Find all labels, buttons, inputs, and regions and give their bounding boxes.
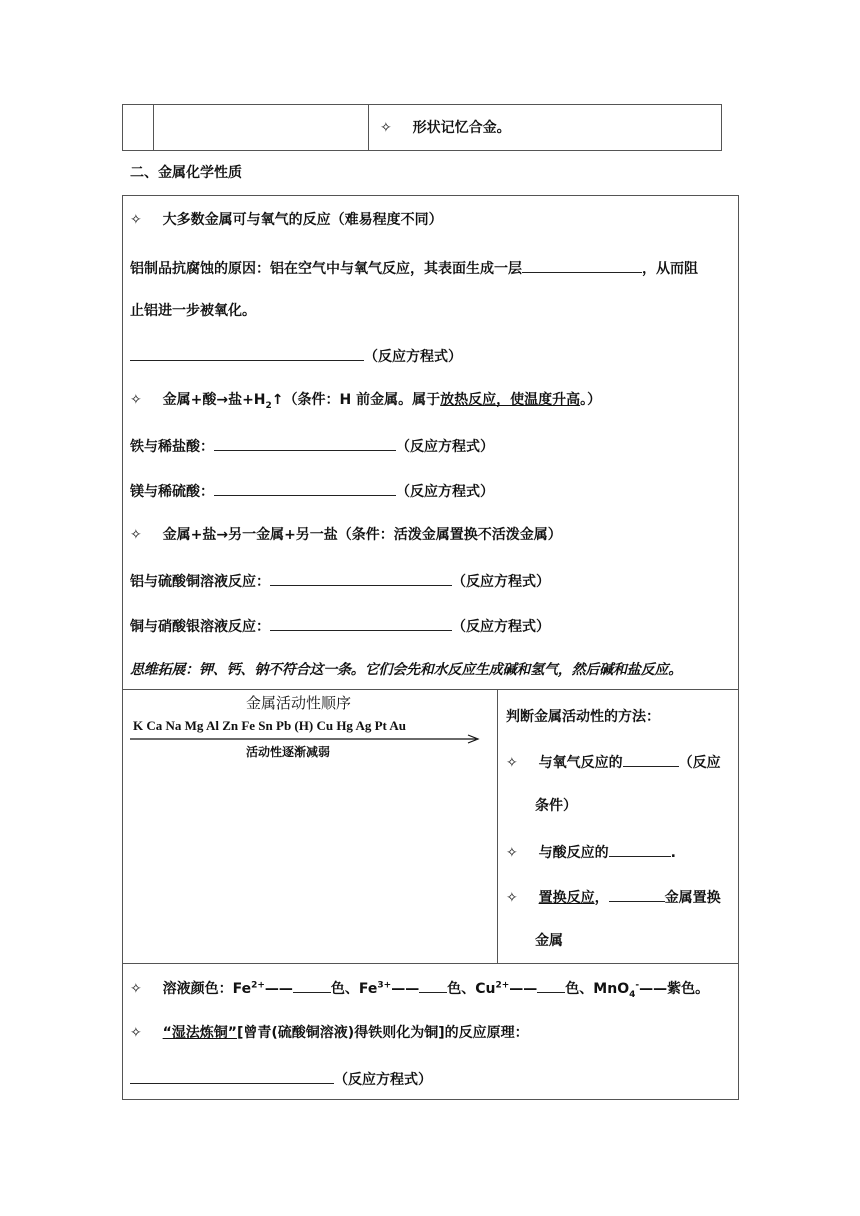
activity-caption: 活动性逐渐减弱 <box>246 745 331 759</box>
fe-hcl-line: 铁与稀盐酸： （反应方程式） <box>130 435 494 457</box>
answer-blank[interactable] <box>130 345 364 361</box>
answer-blank[interactable] <box>270 615 452 631</box>
answer-blank[interactable] <box>293 977 331 993</box>
diamond-icon: ✧ <box>380 120 392 136</box>
think-extension: 思维拓展：钾、钙、钠不符合这一条。它们会先和水反应生成碱和氢气，然后碱和盐反应。 <box>130 662 682 678</box>
al-cuso4-line: 铝与硫酸铜溶液反应： （反应方程式） <box>130 570 550 592</box>
answer-blank[interactable] <box>609 841 671 857</box>
column-divider <box>497 689 498 964</box>
method-replace: ✧ 置换反应， 金属置换 <box>506 886 721 908</box>
solution-colors: ✧ 溶液颜色：$Fe^{2+}——$ 色、$Fe^{3+}——$ 色、$Cu^{2+}——$ 色、MnO$_4$-——紫色。 <box>130 977 709 999</box>
answer-blank[interactable] <box>623 751 679 767</box>
table-divider <box>153 104 154 151</box>
answer-blank[interactable] <box>130 1068 334 1084</box>
diamond-icon: ✧ <box>130 527 142 543</box>
main-box <box>122 195 739 1100</box>
bullet-acid: ✧ 金属+酸→盐$+H_2↑$（条件：H 前金属。属于放热反应，使温度升高。） <box>130 392 602 411</box>
diamond-icon: ✧ <box>506 845 518 861</box>
section-title: 二、金属化学性质 <box>130 165 242 181</box>
method-oxygen-cont: 条件） <box>535 798 577 814</box>
mg-h2so4-line: 镁与稀硫酸： （反应方程式） <box>130 480 494 502</box>
answer-blank[interactable] <box>270 570 452 586</box>
diamond-icon: ✧ <box>506 890 518 906</box>
al-reason: 铝制品抗腐蚀的原因：铝在空气中与氧气反应，其表面生成一层 ，从而阻 <box>130 257 698 279</box>
method-replace-cont: 金属 <box>535 933 563 949</box>
table-divider <box>368 104 369 151</box>
diamond-icon: ✧ <box>506 755 518 771</box>
answer-blank[interactable] <box>522 257 642 273</box>
equation-line: （反应方程式） <box>130 1068 432 1090</box>
diamond-icon: ✧ <box>130 212 142 228</box>
cu-agno3-line: 铜与硝酸银溶液反应： （反应方程式） <box>130 615 550 637</box>
diamond-icon: ✧ <box>130 981 142 997</box>
answer-blank[interactable] <box>419 977 447 993</box>
table-cell: ✧ 形状记忆合金。 <box>380 120 511 136</box>
answer-blank[interactable] <box>214 480 396 496</box>
row-divider <box>122 963 739 964</box>
answer-blank[interactable] <box>609 886 665 902</box>
methods-title: 判断金属活动性的方法： <box>506 709 660 725</box>
diamond-icon: ✧ <box>130 392 142 408</box>
answer-blank[interactable] <box>214 435 396 451</box>
diamond-icon: ✧ <box>130 1025 142 1041</box>
method-acid: ✧ 与酸反应的 . <box>506 841 676 863</box>
bullet-oxygen: ✧ 大多数金属可与氧气的反应（难易程度不同） <box>130 212 443 228</box>
bullet-salt: ✧ 金属+盐→另一金属+另一盐（条件：活泼金属置换不活泼金属） <box>130 527 562 543</box>
equation-line: （反应方程式） <box>130 345 462 367</box>
activity-title: 金属活动性顺序 <box>246 694 352 712</box>
activity-series: K Ca Na Mg Al Zn Fe Sn Pb (H) Cu Hg Ag Pt Au <box>133 718 407 733</box>
wet-copper: ✧ “湿法炼铜”[曾青(硫酸铜溶液)得铁则化为铜]的反应原理： <box>130 1025 529 1041</box>
method-oxygen: ✧ 与氧气反应的 （反应 <box>506 751 721 773</box>
al-reason-cont: 止铝进一步被氧化。 <box>130 303 256 319</box>
answer-blank[interactable] <box>537 977 565 993</box>
row-divider <box>122 689 739 690</box>
